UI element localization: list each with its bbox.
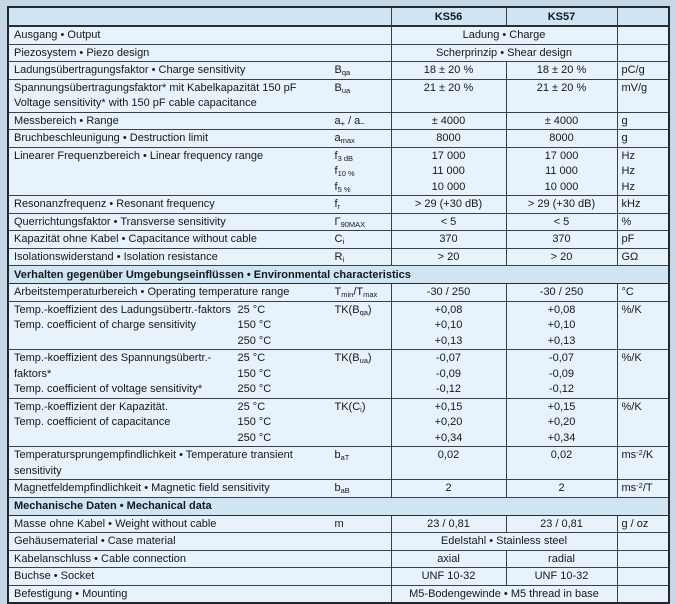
- parameter-cell-layout: [14, 448, 389, 479]
- parameter-label: Bruchbeschleunigung • Destruction limit: [14, 132, 209, 144]
- table-row: [8, 44, 669, 62]
- parameter-label: Magnetfeldempfindlichkeit • Magnetic field sensitivity: [14, 482, 270, 494]
- ks57-value-cell: -0,07 -0,09 -0,12: [506, 350, 617, 399]
- table-row: [8, 447, 669, 480]
- unit-cell: %/K: [617, 398, 669, 447]
- column-header-row: [8, 7, 669, 26]
- ks56-column-header: KS56: [391, 7, 506, 26]
- ks56-value-cell: ± 4000: [391, 112, 506, 130]
- parameter-cell: [8, 350, 391, 399]
- parameter-label: Buchse • Socket: [14, 570, 95, 582]
- parameter-cell: [8, 79, 391, 112]
- table-row: [8, 480, 669, 498]
- parameter-label: Linearer Frequenzbereich • Linear frequency range: [14, 149, 264, 162]
- formula-symbol: $R_i$: [334, 250, 345, 264]
- merged-value-cell: M5-Bodengewinde • M5 thread in base: [391, 585, 617, 603]
- parameter-cell: [8, 112, 391, 130]
- unit-cell: [617, 44, 669, 62]
- parameter-cell: [8, 130, 391, 148]
- table-row: [8, 62, 669, 80]
- ks57-value-cell: +0,15 +0,20 +0,34: [506, 398, 617, 447]
- formula-symbol: $b_{aT}$: [334, 449, 350, 462]
- ks56-value-cell: 21 ± 20 %: [391, 79, 506, 112]
- ks56-value-cell: > 29 (+30 dB): [391, 196, 506, 214]
- parameter-cell: [8, 447, 391, 480]
- parameter-cell-layout: [14, 534, 389, 550]
- parameter-label: Resonanzfrequenz • Resonant frequency: [14, 198, 215, 210]
- parameter-label: Temp.-koeffizient der Kapazität. Temp. coefficient of capacitance: [14, 400, 171, 428]
- ks57-value-cell: 370: [506, 231, 617, 249]
- table-row: [8, 568, 669, 586]
- parameter-cell: [8, 147, 391, 196]
- table-row: [8, 213, 669, 231]
- parameter-label: Kapazität ohne Kabel • Capacitance without cable: [14, 233, 257, 245]
- ks57-value-cell: ± 4000: [506, 112, 617, 130]
- parameter-label: Ausgang • Output: [14, 29, 101, 41]
- parameter-label: Temp.-koeffizient des Ladungsübertr.-faktors Temp. coefficient of charge sensitivity: [14, 303, 231, 331]
- parameter-cell-layout: [14, 197, 389, 213]
- parameter-label: Temp.-koeffizient des Spannungsübertr.-faktors* Temp. coefficient of voltage sensitivity*: [14, 352, 212, 395]
- table-row: [8, 79, 669, 112]
- temperature-list: 25 °C 150 °C 250 °C: [237, 400, 272, 444]
- ks56-value-cell: axial: [391, 550, 506, 568]
- parameter-label: Temperatursprungempfindlichkeit • Temperature transient sensitivity: [14, 449, 293, 477]
- parameter-cell: [8, 213, 391, 231]
- formula-symbol: $f_r$: [334, 198, 341, 211]
- parameter-cell-layout: [14, 587, 389, 603]
- formula-symbol: $b_{aB}$: [334, 482, 350, 495]
- parameter-cell-layout: [14, 63, 389, 79]
- table-row: [8, 147, 669, 196]
- parameter-label: Querrichtungsfaktor • Transverse sensitivity: [14, 215, 226, 228]
- unit-cell: %/K: [617, 350, 669, 399]
- ks56-value-cell: > 20: [391, 248, 506, 266]
- unit-cell: g: [617, 112, 669, 130]
- formula-symbol: $B_{qa}$: [334, 64, 351, 77]
- ks56-value-cell: +0,15 +0,20 +0,34: [391, 398, 506, 447]
- formula-symbol: m: [334, 517, 344, 530]
- table-row: [8, 398, 669, 447]
- parameter-cell-layout: [14, 517, 389, 533]
- ks57-value-cell: 18 ± 20 %: [506, 62, 617, 80]
- unit-cell: %/K: [617, 301, 669, 350]
- param-column-header: [8, 7, 391, 26]
- ks57-value-cell: 0,02: [506, 447, 617, 480]
- unit-cell: [617, 568, 669, 586]
- unit-cell: %: [617, 213, 669, 231]
- table-row: [8, 515, 669, 533]
- ks57-value-cell: < 5: [506, 213, 617, 231]
- parameter-cell: [8, 480, 391, 498]
- ks56-value-cell: 370: [391, 231, 506, 249]
- parameter-cell-layout: [14, 351, 389, 398]
- ks56-value-cell: UNF 10-32: [391, 568, 506, 586]
- ks57-value-cell: 21 ± 20 %: [506, 79, 617, 112]
- formula-symbol: $B_{ua}$: [334, 81, 351, 95]
- unit-cell: mV/g: [617, 79, 669, 112]
- parameter-cell-layout: [14, 131, 389, 147]
- formula-symbol: $T_{min}/T_{max}$: [334, 286, 378, 299]
- ks56-value-cell: +0,08 +0,10 +0,13: [391, 301, 506, 350]
- ks56-value-cell: 17 000 11 000 10 000: [391, 147, 506, 196]
- temperature-list: 25 °C 150 °C 250 °C: [237, 352, 272, 395]
- ks57-value-cell: > 29 (+30 dB): [506, 196, 617, 214]
- parameter-cell-layout: [14, 215, 389, 231]
- parameter-cell-layout: [14, 28, 389, 44]
- formula-symbol: $a_+ / a_-$: [334, 114, 365, 128]
- unit-cell: °C: [617, 284, 669, 302]
- parameter-cell-layout: [14, 232, 389, 248]
- formula-symbol: $TK(C_i)$: [334, 400, 366, 414]
- parameter-label: Ladungsübertragungsfaktor • Charge sensitivity: [14, 64, 246, 76]
- ks56-value-cell: -30 / 250: [391, 284, 506, 302]
- ks56-value-cell: -0,07 -0,09 -0,12: [391, 350, 506, 399]
- parameter-cell: [8, 231, 391, 249]
- unit-cell: $ms^{-2}/T$: [617, 480, 669, 498]
- parameter-cell-layout: [14, 149, 389, 196]
- section-header-cell: Mechanische Daten • Mechanical data: [8, 497, 669, 515]
- section-header-cell: Verhalten gegenüber Umgebungseinflüssen • Environmental characteristics: [8, 266, 669, 284]
- unit-cell: pC/g: [617, 62, 669, 80]
- unit-cell: pF: [617, 231, 669, 249]
- merged-value-cell: Edelstahl • Stainless steel: [391, 533, 617, 551]
- parameter-label: Piezosystem • Piezo design: [14, 46, 150, 59]
- ks56-value-cell: 0,02: [391, 447, 506, 480]
- ks56-value-cell: 2: [391, 480, 506, 498]
- formula-symbol: $TK(B_{ua})$: [334, 352, 372, 365]
- parameter-cell-layout: [14, 285, 389, 301]
- unit-cell: kHz: [617, 196, 669, 214]
- ks57-column-header: KS57: [506, 7, 617, 26]
- table-row: [8, 196, 669, 214]
- parameter-label: Arbeitstemperaturbereich • Operating temperature range: [14, 286, 290, 298]
- parameter-label: Kabelanschluss • Cable connection: [14, 552, 187, 565]
- parameter-cell: [8, 568, 391, 586]
- parameter-label: Spannungsübertragungsfaktor* mit Kabelkapazität 150 pF Voltage sensitivity* with 150 pF cable capacitance: [14, 81, 297, 109]
- unit-cell: GΩ: [617, 248, 669, 266]
- parameter-cell-layout: [14, 46, 389, 62]
- parameter-cell-layout: [14, 114, 389, 130]
- parameter-cell: [8, 284, 391, 302]
- parameter-cell-layout: [14, 552, 389, 568]
- unit-cell: Hz Hz Hz: [617, 147, 669, 196]
- parameter-cell-layout: [14, 250, 389, 266]
- unit-cell: $ms^{-2}/K$: [617, 447, 669, 480]
- ks57-value-cell: UNF 10-32: [506, 568, 617, 586]
- formula-symbol: $f_{3 dB}$ $f_{10 \%}$ $f_{5 \%}$: [334, 149, 355, 194]
- parameter-cell: [8, 301, 391, 350]
- parameter-cell-layout: [14, 481, 389, 497]
- unit-column-header: [617, 7, 669, 26]
- parameter-label: Befestigung • Mounting: [14, 587, 128, 600]
- parameter-label: Messbereich • Range: [14, 114, 119, 127]
- unit-cell: [617, 26, 669, 44]
- parameter-cell-layout: [14, 303, 389, 350]
- table-row: [8, 26, 669, 44]
- parameter-label: Masse ohne Kabel • Weight without cable: [14, 517, 217, 530]
- ks56-value-cell: < 5: [391, 213, 506, 231]
- unit-cell: [617, 533, 669, 551]
- section-row: [8, 266, 669, 284]
- unit-cell: [617, 585, 669, 603]
- ks57-value-cell: radial: [506, 550, 617, 568]
- ks56-value-cell: 18 ± 20 %: [391, 62, 506, 80]
- spec-table-body: [8, 26, 669, 603]
- ks57-value-cell: -30 / 250: [506, 284, 617, 302]
- temperature-list: 25 °C 150 °C 250 °C: [237, 303, 272, 347]
- parameter-cell: [8, 62, 391, 80]
- merged-value-cell: Scherprinzip • Shear design: [391, 44, 617, 62]
- table-row: [8, 533, 669, 551]
- ks57-value-cell: 8000: [506, 130, 617, 148]
- ks57-value-cell: > 20: [506, 248, 617, 266]
- parameter-cell: [8, 26, 391, 44]
- parameter-cell-layout: [14, 81, 389, 112]
- spec-table: [7, 6, 670, 604]
- ks57-value-cell: 2: [506, 480, 617, 498]
- table-row: [8, 350, 669, 399]
- parameter-cell: [8, 248, 391, 266]
- unit-cell: g: [617, 130, 669, 148]
- table-row: [8, 231, 669, 249]
- formula-symbol: $TK(B_{qa})$: [334, 303, 372, 317]
- formula-symbol: $C_i$: [334, 233, 345, 246]
- unit-cell: g / oz: [617, 515, 669, 533]
- parameter-cell: [8, 398, 391, 447]
- parameter-cell: [8, 44, 391, 62]
- parameter-cell-layout: [14, 569, 389, 585]
- ks56-value-cell: 23 / 0,81: [391, 515, 506, 533]
- ks57-value-cell: +0,08 +0,10 +0,13: [506, 301, 617, 350]
- table-row: [8, 301, 669, 350]
- table-row: [8, 284, 669, 302]
- ks56-value-cell: 8000: [391, 130, 506, 148]
- formula-symbol: $a_{max}$: [334, 132, 355, 145]
- ks57-value-cell: 17 000 11 000 10 000: [506, 147, 617, 196]
- merged-value-cell: Ladung • Charge: [391, 26, 617, 44]
- parameter-cell-layout: [14, 400, 389, 447]
- section-row: [8, 497, 669, 515]
- table-row: [8, 112, 669, 130]
- table-row: [8, 248, 669, 266]
- ks57-value-cell: 23 / 0,81: [506, 515, 617, 533]
- parameter-cell: [8, 515, 391, 533]
- table-row: [8, 130, 669, 148]
- parameter-cell: [8, 196, 391, 214]
- parameter-label: Gehäusematerial • Case material: [14, 535, 176, 547]
- parameter-label: Isolationswiderstand • Isolation resistance: [14, 250, 218, 263]
- table-row: [8, 585, 669, 603]
- parameter-cell: [8, 585, 391, 603]
- formula-symbol: $\Gamma_{90MAX}$: [334, 215, 366, 229]
- parameter-cell: [8, 533, 391, 551]
